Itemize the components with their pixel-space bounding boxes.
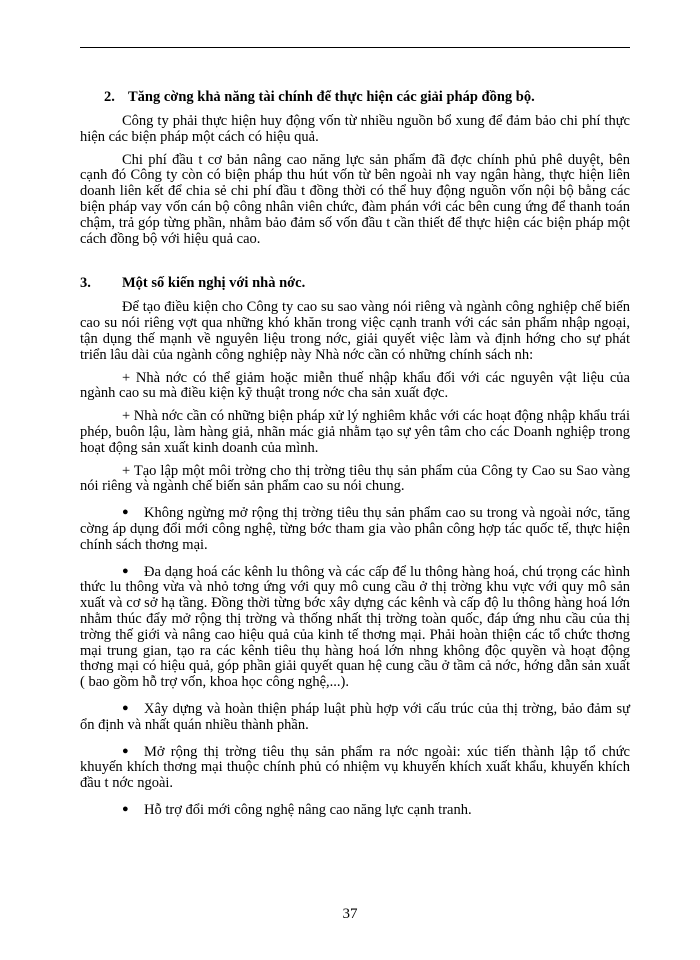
bullet-icon: ● [122, 701, 129, 714]
bullet-text-2: Đa dạng hoá các kênh lu thông và các cấp để lu thông hàng hoá, chú trọng các hình thức lu thông vừa và nhỏ tơng ứng với quy mô cung cầu ở thị trờng khu vực với quy mô sản xuất và cơ sở hạ tầng. Đồng thời từng bớc xây dựng các kênh và cấp độ lu thông hàng hoá lớn nhằm thúc đẩy mở rộng thị trờng và thống nhất thị trờng toàn quốc, đáp ứng nhu cầu của thị trờng thế giới và nâng cao hiệu quả của kinh tế thơng mại. Phải hoàn thiện các tổ chức thơng mại trung gian, tạo ra các kênh tiêu thụ hàng hoá lớn nhng không độc quyền và hoạt động thơng mại có hiệu quả, góp phần giải quyết quan hệ cung cầu ở tầm cả nớc, hớng dẫn sản xuất ( bao gồm hỗ trợ vốn, khoa học công nghệ,...). [80, 563, 630, 691]
section-3-plus-item-3: + Tạo lập một môi trờng cho thị trờng tiêu thụ sản phẩm của Công ty Cao su Sao vàng nói riêng và ngành chế biến sản phẩm cao su nói chung. [80, 462, 630, 495]
section-3-number: 3. [80, 275, 91, 292]
bullet-item-1 [80, 505, 630, 553]
section-3-heading [80, 274, 630, 293]
bullet-item-2 [80, 564, 630, 691]
bullet-item-4 [80, 744, 630, 792]
section-3-plus-item-1: + Nhà nớc có thể giảm hoặc miễn thuế nhập khẩu đối với các nguyên vật liệu của ngành cao su mà điều kiện kỹ thuật trong nớc cha sản xuất đợc. [80, 369, 630, 402]
bullet-item-3 [80, 701, 630, 734]
section-2-paragraph-2: Chi phí đầu t cơ bản nâng cao năng lực sản phẩm đã đợc chính phủ phê duyệt, bên cạnh đó Công ty còn có biện pháp thu hút vốn từ bên ngoài nh vay ngân hàng, thực hiện liên doanh liên kết để chia sẻ chi phí đầu t đồng thời có thể huy động nguồn vốn nội bộ bằng các biện pháp vay vốn cán bộ công nhân viên chức, đàm phán với các bên cung ứng để thanh toán chậm, trả góp từng phần, nhằm bảo đảm số vốn đầu t cần thiết để thực hiện các biện pháp một cách đồng bộ với hiệu quả cao. [80, 151, 630, 247]
section-2-heading [80, 88, 630, 107]
bullet-text-3: Xây dựng và hoàn thiện pháp luật phù hợp với cấu trúc của thị trờng, bảo đảm sự ổn định và nhất quán nhiều thành phần. [80, 700, 630, 733]
page-number: 37 [342, 906, 358, 922]
section-2-title: Tăng cờng khả năng tài chính để thực hiện các giải pháp đồng bộ. [128, 89, 535, 105]
section-3-title: Một số kiến nghị với nhà nớc. [122, 275, 306, 292]
page-content [80, 88, 630, 819]
bullet-text-4: Mở rộng thị trờng tiêu thụ sản phẩm ra nớc ngoài: xúc tiến thành lập tổ chức khuyến khích thơng mại thuộc chính phủ có nhiệm vụ khuyến khích xuất khẩu, khuyến khích đầu t nớc ngoài. [80, 743, 630, 792]
section-3-plus-item-2: + Nhà nớc cần có những biện pháp xử lý nghiêm khắc với các hoạt động nhập khẩu trái phép, buôn lậu, làm hàng giả, nhãn mác giả nhằm tạo sự yên tâm cho các Doanh nghiệp trong hoạt động sản xuất kinh doanh của mình. [80, 408, 630, 456]
bullet-icon: ● [122, 744, 129, 757]
section-2-number: 2. [104, 89, 115, 105]
header-rule [80, 47, 630, 48]
bullet-icon: ● [122, 802, 129, 815]
section-3-intro: Để tạo điều kiện cho Công ty cao su sao vàng nói riêng và ngành công nghiệp chế biến cao su nói riêng vợt qua những khó khăn trong việc cạnh tranh với các sản phẩm nhập ngoại, tận dụng thế mạnh về nguyên liệu trong nớc, giải quyết việc làm và định hớng cho sự phát triển lâu dài của ngành công nghiệp này Nhà nớc cần có những chính sách nh: [80, 299, 630, 363]
section-2-paragraph-1: Công ty phải thực hiện huy động vốn từ nhiều nguồn bổ xung để đảm bảo chi phí thực hiện các biện pháp một cách có hiệu quả. [80, 113, 630, 145]
bullet-icon: ● [122, 506, 129, 519]
bullet-text-5: Hỗ trợ đổi mới công nghệ nâng cao năng lực cạnh tranh. [144, 801, 472, 818]
bullet-icon: ● [122, 564, 129, 577]
bullet-text-1: Không ngừng mở rộng thị trờng tiêu thụ sản phẩm cao su trong và ngoài nớc, tăng cờng áp dụng đổi mới công nghệ, từng bớc tham gia vào phân công hợp tác quốc tế, thực hiện chính sách thơng mại. [80, 505, 630, 553]
bullet-item-5 [80, 802, 630, 819]
